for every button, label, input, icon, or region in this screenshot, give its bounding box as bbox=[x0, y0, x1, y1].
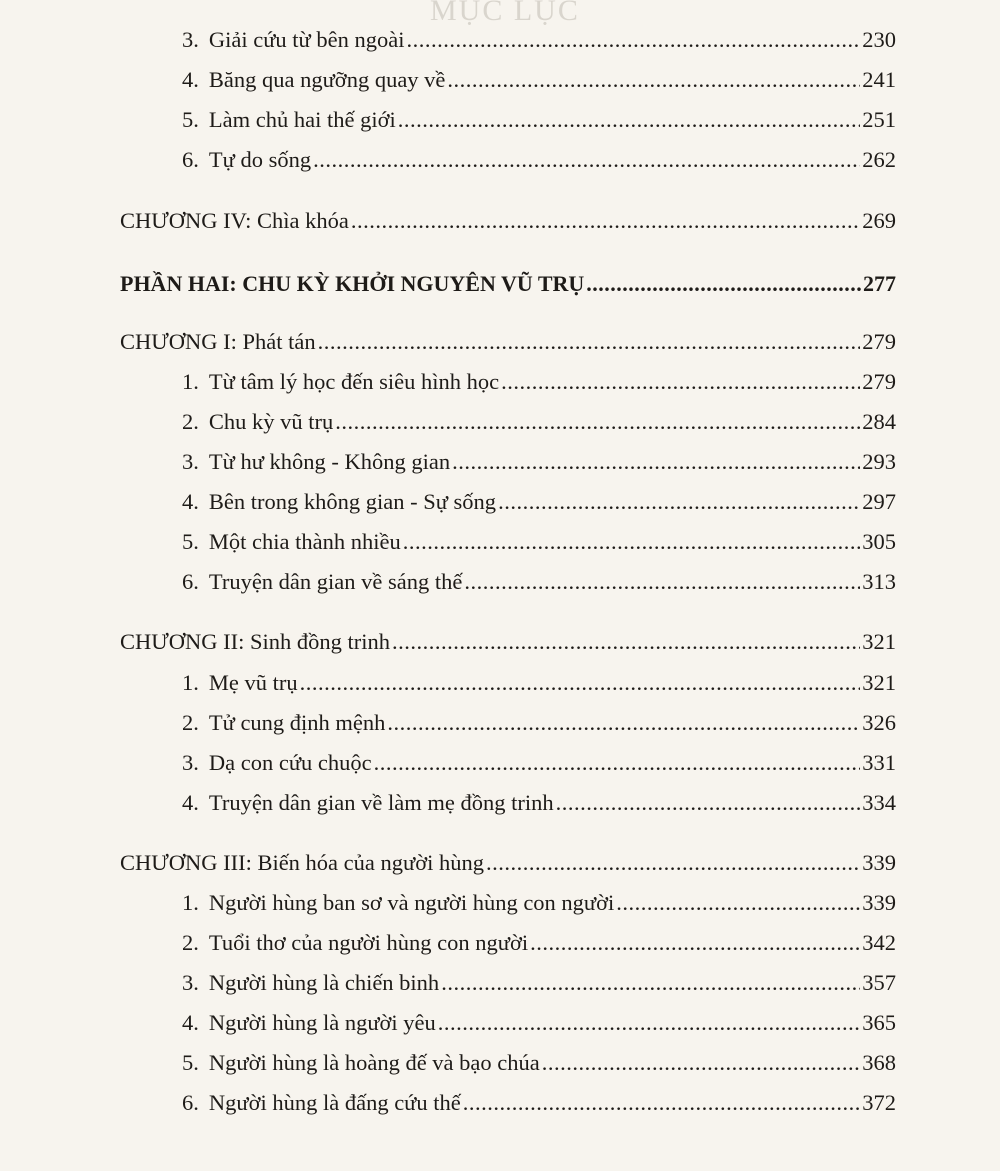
dot-leader bbox=[318, 327, 861, 357]
toc-entry bbox=[182, 567, 896, 597]
toc-chapter-title: CHƯƠNG II: Sinh đồng trinh bbox=[120, 629, 390, 654]
toc-entry bbox=[182, 708, 896, 738]
toc-entry-number: 4. bbox=[182, 489, 199, 514]
toc-entry-page: 339 bbox=[862, 890, 896, 915]
toc-entry-number: 1. bbox=[182, 890, 199, 915]
toc-entry bbox=[182, 367, 896, 397]
dot-leader bbox=[447, 65, 860, 95]
toc-entry-title: Tự do sống bbox=[208, 147, 312, 172]
toc-entry-page: 279 bbox=[862, 369, 896, 394]
toc-entry bbox=[182, 25, 896, 55]
toc-entry-page: 305 bbox=[862, 529, 896, 554]
dot-leader bbox=[351, 206, 860, 236]
toc-entry bbox=[182, 788, 896, 818]
toc-entry bbox=[182, 968, 896, 998]
toc-entry-title: Mẹ vũ trụ bbox=[208, 670, 298, 695]
toc-chapter-title: CHƯƠNG I: Phát tán bbox=[120, 329, 316, 354]
toc-entry-title: Giải cứu từ bên ngoài bbox=[208, 27, 405, 52]
toc-entry-page: 331 bbox=[862, 750, 896, 775]
toc-entry-page: 284 bbox=[862, 409, 896, 434]
toc-entry-title: Làm chủ hai thế giới bbox=[208, 107, 396, 132]
toc-entry-number: 3. bbox=[182, 750, 199, 775]
dot-leader bbox=[452, 447, 860, 477]
toc-entry-title: Từ tâm lý học đến siêu hình học bbox=[208, 369, 500, 394]
toc-entry-number: 2. bbox=[182, 710, 199, 735]
toc-entry-page: 357 bbox=[862, 970, 896, 995]
toc-entry bbox=[182, 1048, 896, 1078]
dot-leader bbox=[586, 269, 861, 299]
toc-entry bbox=[182, 1008, 896, 1038]
toc-entry-number: 6. bbox=[182, 1090, 199, 1115]
toc-entry-page: 241 bbox=[862, 67, 896, 92]
dot-leader bbox=[403, 527, 861, 557]
toc-entry-page: 372 bbox=[862, 1090, 896, 1115]
toc-entry-title: Tuổi thơ của người hùng con người bbox=[208, 930, 529, 955]
toc-entry-number: 5. bbox=[182, 107, 199, 132]
toc-chapter-entry bbox=[120, 327, 896, 357]
toc-entry-title: Người hùng là chiến binh bbox=[208, 970, 440, 995]
toc-entry-title: Tử cung định mệnh bbox=[208, 710, 386, 735]
toc-entry-number: 4. bbox=[182, 67, 199, 92]
toc-entry-number: 5. bbox=[182, 1050, 199, 1075]
toc-entry-page: 365 bbox=[862, 1010, 896, 1035]
dot-leader bbox=[463, 1088, 861, 1118]
toc-entry-title: Chu kỳ vũ trụ bbox=[208, 409, 334, 434]
toc-entry bbox=[182, 487, 896, 517]
dot-leader bbox=[542, 1048, 860, 1078]
dot-leader bbox=[616, 888, 860, 918]
toc-entry-page: 334 bbox=[862, 790, 896, 815]
toc-entry-number: 4. bbox=[182, 1010, 199, 1035]
toc-entry bbox=[182, 105, 896, 135]
bleed-through-title: MỤC LỤC bbox=[430, 0, 580, 27]
toc-entry-number: 3. bbox=[182, 449, 199, 474]
toc-entry-page: 262 bbox=[862, 147, 896, 172]
toc-entry-title: Truyện dân gian về sáng thế bbox=[208, 569, 463, 594]
toc-entry-page: 321 bbox=[862, 670, 896, 695]
toc-entry-number: 5. bbox=[182, 529, 199, 554]
toc-entry bbox=[182, 668, 896, 698]
toc-entry-page: 230 bbox=[862, 27, 896, 52]
toc-entry-page: 293 bbox=[862, 449, 896, 474]
toc-entry-page: 277 bbox=[863, 271, 896, 296]
dot-leader bbox=[486, 848, 860, 878]
dot-leader bbox=[313, 145, 860, 175]
toc-entry-title: Người hùng là người yêu bbox=[208, 1010, 436, 1035]
toc-entry-page: 313 bbox=[862, 569, 896, 594]
toc-entry-title: Bên trong không gian - Sự sống bbox=[208, 489, 497, 514]
toc-entry-page: 321 bbox=[862, 629, 896, 654]
toc-chapter-title: CHƯƠNG IV: Chìa khóa bbox=[120, 208, 349, 233]
dot-leader bbox=[501, 367, 860, 397]
toc-part-title: PHẦN HAI: CHU KỲ KHỞI NGUYÊN VŨ TRỤ bbox=[120, 271, 585, 296]
toc-entry bbox=[182, 928, 896, 958]
toc-entry-title: Băng qua ngưỡng quay về bbox=[208, 67, 446, 92]
toc-entry-page: 251 bbox=[862, 107, 896, 132]
dot-leader bbox=[556, 788, 861, 818]
dot-leader bbox=[398, 105, 861, 135]
toc-entry bbox=[182, 447, 896, 477]
dot-leader bbox=[406, 25, 860, 55]
dot-leader bbox=[374, 748, 861, 778]
toc-entry bbox=[182, 65, 896, 95]
toc-chapter-entry bbox=[120, 206, 896, 236]
toc-entry bbox=[182, 1088, 896, 1118]
dot-leader bbox=[498, 487, 860, 517]
dot-leader bbox=[464, 567, 860, 597]
toc-entry bbox=[182, 145, 896, 175]
toc-entry-page: 368 bbox=[862, 1050, 896, 1075]
toc-entry-page: 326 bbox=[862, 710, 896, 735]
toc-entry-title: Từ hư không - Không gian bbox=[208, 449, 451, 474]
toc-entry-title: Người hùng ban sơ và người hùng con người bbox=[208, 890, 615, 915]
toc-entry-number: 2. bbox=[182, 409, 199, 434]
dot-leader bbox=[441, 968, 860, 998]
dot-leader bbox=[530, 928, 860, 958]
toc-entry-title: Dạ con cứu chuộc bbox=[208, 750, 372, 775]
dot-leader bbox=[300, 668, 861, 698]
toc-entry bbox=[182, 748, 896, 778]
dot-leader bbox=[392, 627, 860, 657]
toc-entry bbox=[182, 407, 896, 437]
toc-entry-title: Truyện dân gian về làm mẹ đồng trinh bbox=[208, 790, 554, 815]
toc-chapter-title: CHƯƠNG III: Biến hóa của người hùng bbox=[120, 850, 484, 875]
dot-leader bbox=[387, 708, 860, 738]
toc-entry-title: Một chia thành nhiều bbox=[208, 529, 401, 554]
toc-chapter-entry bbox=[120, 848, 896, 878]
toc-entry-title: Người hùng là đấng cứu thế bbox=[208, 1090, 461, 1115]
toc-entry-page: 339 bbox=[862, 850, 896, 875]
toc-entry-page: 342 bbox=[862, 930, 896, 955]
toc-entry-page: 297 bbox=[862, 489, 896, 514]
toc-entry-number: 3. bbox=[182, 970, 199, 995]
dot-leader bbox=[438, 1008, 860, 1038]
dot-leader bbox=[335, 407, 860, 437]
toc-entry-number: 4. bbox=[182, 790, 199, 815]
toc-entry bbox=[182, 888, 896, 918]
toc-entry-page: 279 bbox=[862, 329, 896, 354]
toc-entry bbox=[182, 527, 896, 557]
toc-entry-page: 269 bbox=[862, 208, 896, 233]
toc-chapter-entry bbox=[120, 627, 896, 657]
toc-entry-number: 3. bbox=[182, 27, 199, 52]
toc-entry-number: 6. bbox=[182, 569, 199, 594]
toc-entry-title: Người hùng là hoàng đế và bạo chúa bbox=[208, 1050, 540, 1075]
toc-part-entry bbox=[120, 269, 896, 299]
toc-entry-number: 2. bbox=[182, 930, 199, 955]
toc-entry-number: 6. bbox=[182, 147, 199, 172]
toc-entry-number: 1. bbox=[182, 369, 199, 394]
toc-entry-number: 1. bbox=[182, 670, 199, 695]
